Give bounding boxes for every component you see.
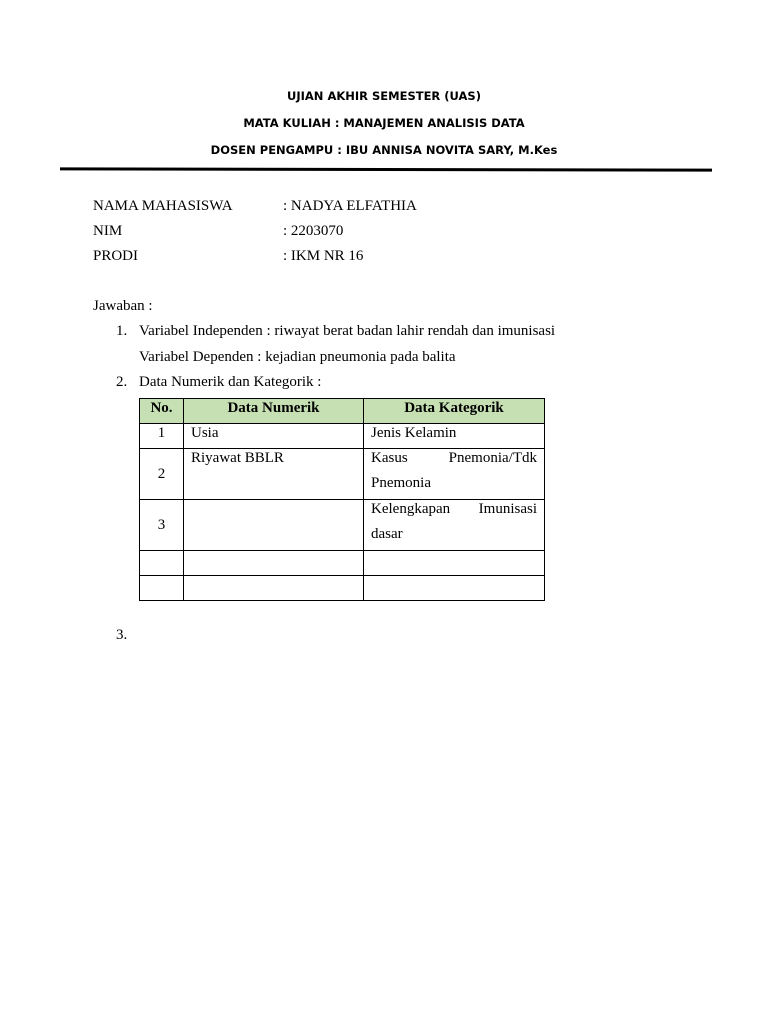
lecturer-line: DOSEN PENGAMPU : IBU ANNISA NOVITA SARY, M.Kes xyxy=(210,143,558,157)
name-label: NAMA MAHASISWA xyxy=(93,198,233,214)
item-1-line-1: Variabel Independen : riwayat berat badan lahir rendah dan imunisasi xyxy=(139,323,556,339)
answers-intro: Jawaban : xyxy=(93,298,153,314)
table-row xyxy=(140,551,545,576)
header-numerik: Data Numerik xyxy=(184,399,364,424)
header-divider xyxy=(60,167,712,171)
cell-no: 3 xyxy=(140,500,184,551)
nim-value: : 2203070 xyxy=(283,223,344,239)
cell-numerik: Riyawat BBLR xyxy=(184,449,364,500)
cell-kategorik-line-2: Pnemonia xyxy=(371,475,431,491)
nim-label: NIM xyxy=(93,223,123,239)
table-row xyxy=(140,576,545,601)
cell-kategorik xyxy=(364,500,545,551)
table-row xyxy=(140,500,545,551)
exam-title: UJIAN AKHIR SEMESTER (UAS) xyxy=(287,89,481,103)
table-row xyxy=(140,449,545,500)
cell-no: 1 xyxy=(140,424,184,449)
cell-no xyxy=(140,551,184,576)
cell-numerik: Usia xyxy=(184,424,364,449)
cell-kategorik-word-b: Imunisasi xyxy=(478,501,537,517)
item-2-number: 2. xyxy=(116,374,128,390)
cell-kategorik xyxy=(364,551,545,576)
item-3-number: 3. xyxy=(116,627,128,643)
cell-kategorik-line-1 xyxy=(371,449,537,467)
cell-kategorik-word-a: Kasus xyxy=(371,450,408,466)
table-header-row xyxy=(140,399,545,424)
cell-kategorik: Jenis Kelamin xyxy=(364,424,545,449)
header-kategorik: Data Kategorik xyxy=(364,399,545,424)
cell-numerik xyxy=(184,500,364,551)
cell-kategorik-word-a: Kelengkapan xyxy=(371,501,451,517)
cell-kategorik-line-1 xyxy=(371,500,537,518)
header-no: No. xyxy=(140,399,184,424)
cell-numerik xyxy=(184,551,364,576)
item-1-line-2: Variabel Dependen : kejadian pneumonia pada balita xyxy=(139,349,456,365)
cell-numerik xyxy=(184,576,364,601)
cell-kategorik-line-2: dasar xyxy=(371,526,403,542)
item-2-text: Data Numerik dan Kategorik : xyxy=(139,374,322,390)
name-value: : NADYA ELFATHIA xyxy=(283,198,417,214)
cell-no: 2 xyxy=(140,449,184,500)
prodi-value: : IKM NR 16 xyxy=(283,248,364,264)
item-1-number: 1. xyxy=(116,323,128,339)
cell-no xyxy=(140,576,184,601)
data-types-table xyxy=(139,398,545,601)
cell-kategorik-word-b: Pnemonia/Tdk xyxy=(448,450,537,466)
prodi-label: PRODI xyxy=(93,248,139,264)
table-row xyxy=(140,424,545,449)
cell-kategorik xyxy=(364,449,545,500)
course-title: MATA KULIAH : MANAJEMEN ANALISIS DATA xyxy=(243,116,525,130)
cell-kategorik xyxy=(364,576,545,601)
